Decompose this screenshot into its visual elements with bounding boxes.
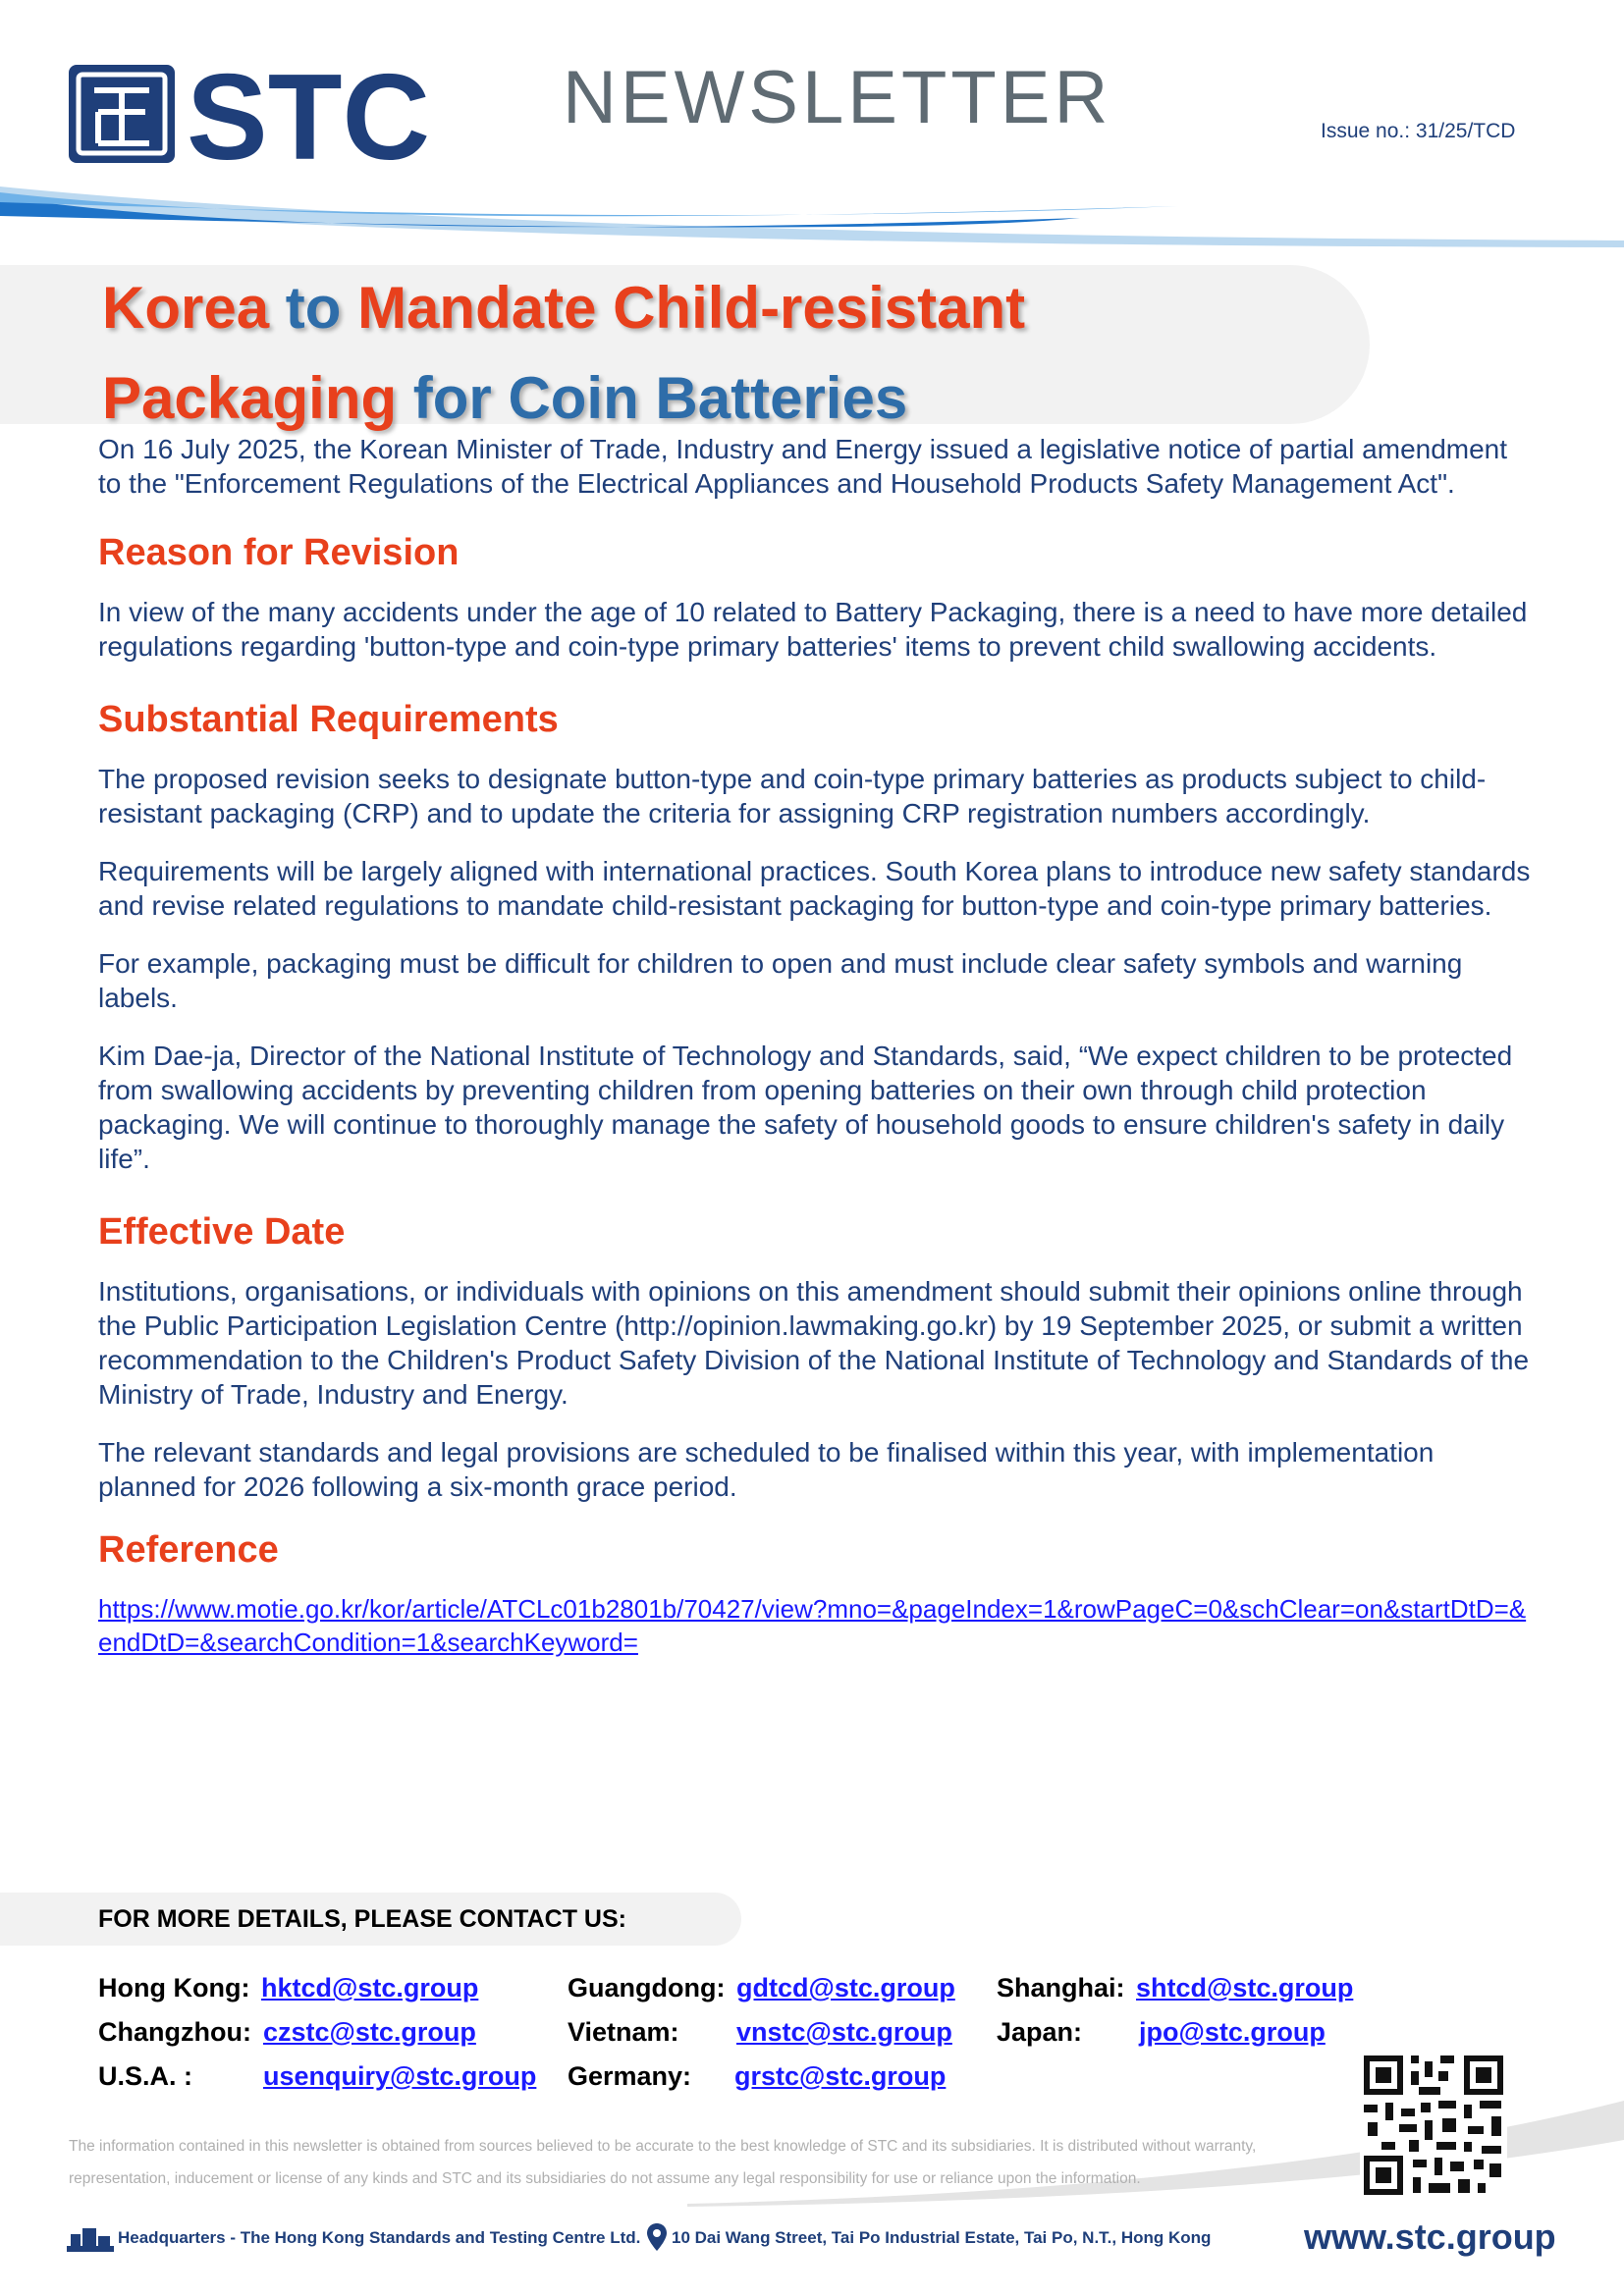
reason-paragraph: In view of the many accidents under the age of 10 related to Battery Packaging, there is a need to have more detailed regulations regarding 'button-type and coin-type primary batteries' items to prevent child swallowing accidents.	[98, 597, 1528, 662]
headquarters-building-icon	[67, 2226, 114, 2252]
contact-label-germany: Germany:	[568, 2061, 692, 2091]
header-swoosh-decoration	[0, 167, 1624, 255]
contact-label-shanghai: Shanghai:	[997, 1973, 1125, 2002]
website-link[interactable]: www.stc.group	[1304, 2216, 1556, 2257]
contact-label-changzhou: Changzhou:	[98, 2017, 251, 2047]
requirements-paragraph-3: For example, packaging must be difficult for children to open and must include clear safety symbols and warning labels.	[98, 948, 1463, 1013]
reference-link[interactable]: https://www.motie.go.kr/kor/article/ATCLc01b2801b/70427/view?mno=&pageIndex=1&rowPageC=0&schClear=on&startDtD=&endDtD=&searchCondition=1&searchKeyword=	[98, 1594, 1527, 1657]
stc-logo	[69, 61, 461, 167]
contact-email-vietnam[interactable]: vnstc@stc.group	[736, 2017, 952, 2047]
contact-email-hong-kong[interactable]: hktcd@stc.group	[261, 1973, 479, 2002]
effective-paragraph-1: Institutions, organisations, or individuals with opinions on this amendment should submit their opinions online through the Public Participation Legislation Centre (http://opinion.lawmaking.go.kr) by 19 September 2025, or submit a written recommendation to the Children's Product Safety Division of the National Institute of Technology and Standards of the Ministry of Trade, Industry and Energy.	[98, 1276, 1530, 1410]
section-heading-reason: Reason for Revision	[98, 532, 460, 573]
contact-label-guangdong: Guangdong:	[568, 1973, 726, 2002]
contact-email-guangdong[interactable]: gdtcd@stc.group	[736, 1973, 955, 2002]
address-text: 10 Dai Wang Street, Tai Po Industrial Estate, Tai Po, N.T., Hong Kong	[672, 2228, 1212, 2247]
disclaimer-text: The information contained in this newsletter is obtained from sources believed to be accurate to the best knowledge of STC and its subsidiaries. It is distributed without warranty, representation, inducement or license of any kinds and STC and its subsidiaries do not assume any legal responsibility for use or reliance upon the information.	[69, 2138, 1257, 2187]
title-line1-part1: Korea	[102, 275, 270, 341]
section-heading-requirements: Substantial Requirements	[98, 699, 559, 740]
contact-heading: FOR MORE DETAILS, PLEASE CONTACT US:	[98, 1905, 626, 1933]
issue-number: Issue no.: 31/25/TCD	[1321, 120, 1516, 142]
newsletter-wordmark: NEWSLETTER	[563, 56, 1112, 139]
section-heading-reference: Reference	[98, 1529, 279, 1571]
contact-label-japan: Japan:	[997, 2017, 1083, 2047]
logo-text: STC	[187, 61, 430, 167]
article-title	[102, 263, 1025, 444]
location-pin-icon	[647, 2223, 667, 2251]
headquarters-text: Headquarters - The Hong Kong Standards and Testing Centre Ltd.	[118, 2228, 641, 2247]
effective-paragraph-2: The relevant standards and legal provisions are scheduled to be finalised within this year, with implementation planned for 2026 following a six-month grace period.	[98, 1437, 1435, 1502]
requirements-paragraph-2: Requirements will be largely aligned with international practices. South Korea plans to introduce new safety standards and revise related regulations to mandate child-resistant packaging for button-type and coin-type primary batteries.	[98, 856, 1531, 921]
qr-code-icon[interactable]	[1360, 2052, 1507, 2199]
title-line2-part1: Packaging	[102, 365, 398, 431]
contact-email-shanghai[interactable]: shtcd@stc.group	[1136, 1973, 1354, 2002]
contact-label-hong-kong: Hong Kong:	[98, 1973, 250, 2002]
contact-email-japan[interactable]: jpo@stc.group	[1139, 2017, 1326, 2047]
title-line1-part2: to	[269, 275, 358, 341]
title-line2-part2: for Coin Batteries	[397, 365, 908, 431]
intro-paragraph: On 16 July 2025, the Korean Minister of Trade, Industry and Energy issued a legislative notice of partial amendment to the "Enforcement Regulations of the Electrical Appliances and Household Products Safety Management Act".	[98, 434, 1508, 499]
title-line1-part3: Mandate Child-resistant	[357, 275, 1026, 341]
contact-email-usa[interactable]: usenquiry@stc.group	[263, 2061, 537, 2091]
requirements-paragraph-4: Kim Dae-ja, Director of the National Institute of Technology and Standards, said, “We expect children to be protected from swallowing accidents by preventing children from opening batteries on their own through child protection packaging. We will continue to thoroughly manage the safety of household goods to ensure children's safety in daily life”.	[98, 1041, 1513, 1174]
contact-label-vietnam: Vietnam:	[568, 2017, 679, 2047]
contact-label-usa: U.S.A. :	[98, 2061, 193, 2091]
contact-email-germany[interactable]: grstc@stc.group	[734, 2061, 947, 2091]
requirements-paragraph-1: The proposed revision seeks to designate button-type and coin-type primary batteries as products subject to child-resistant packaging (CRP) and to update the criteria for assigning CRP registration numbers accordingly.	[98, 764, 1487, 828]
contact-email-changzhou[interactable]: czstc@stc.group	[263, 2017, 476, 2047]
article-body	[98, 432, 1532, 1659]
section-heading-effective-date: Effective Date	[98, 1211, 346, 1253]
